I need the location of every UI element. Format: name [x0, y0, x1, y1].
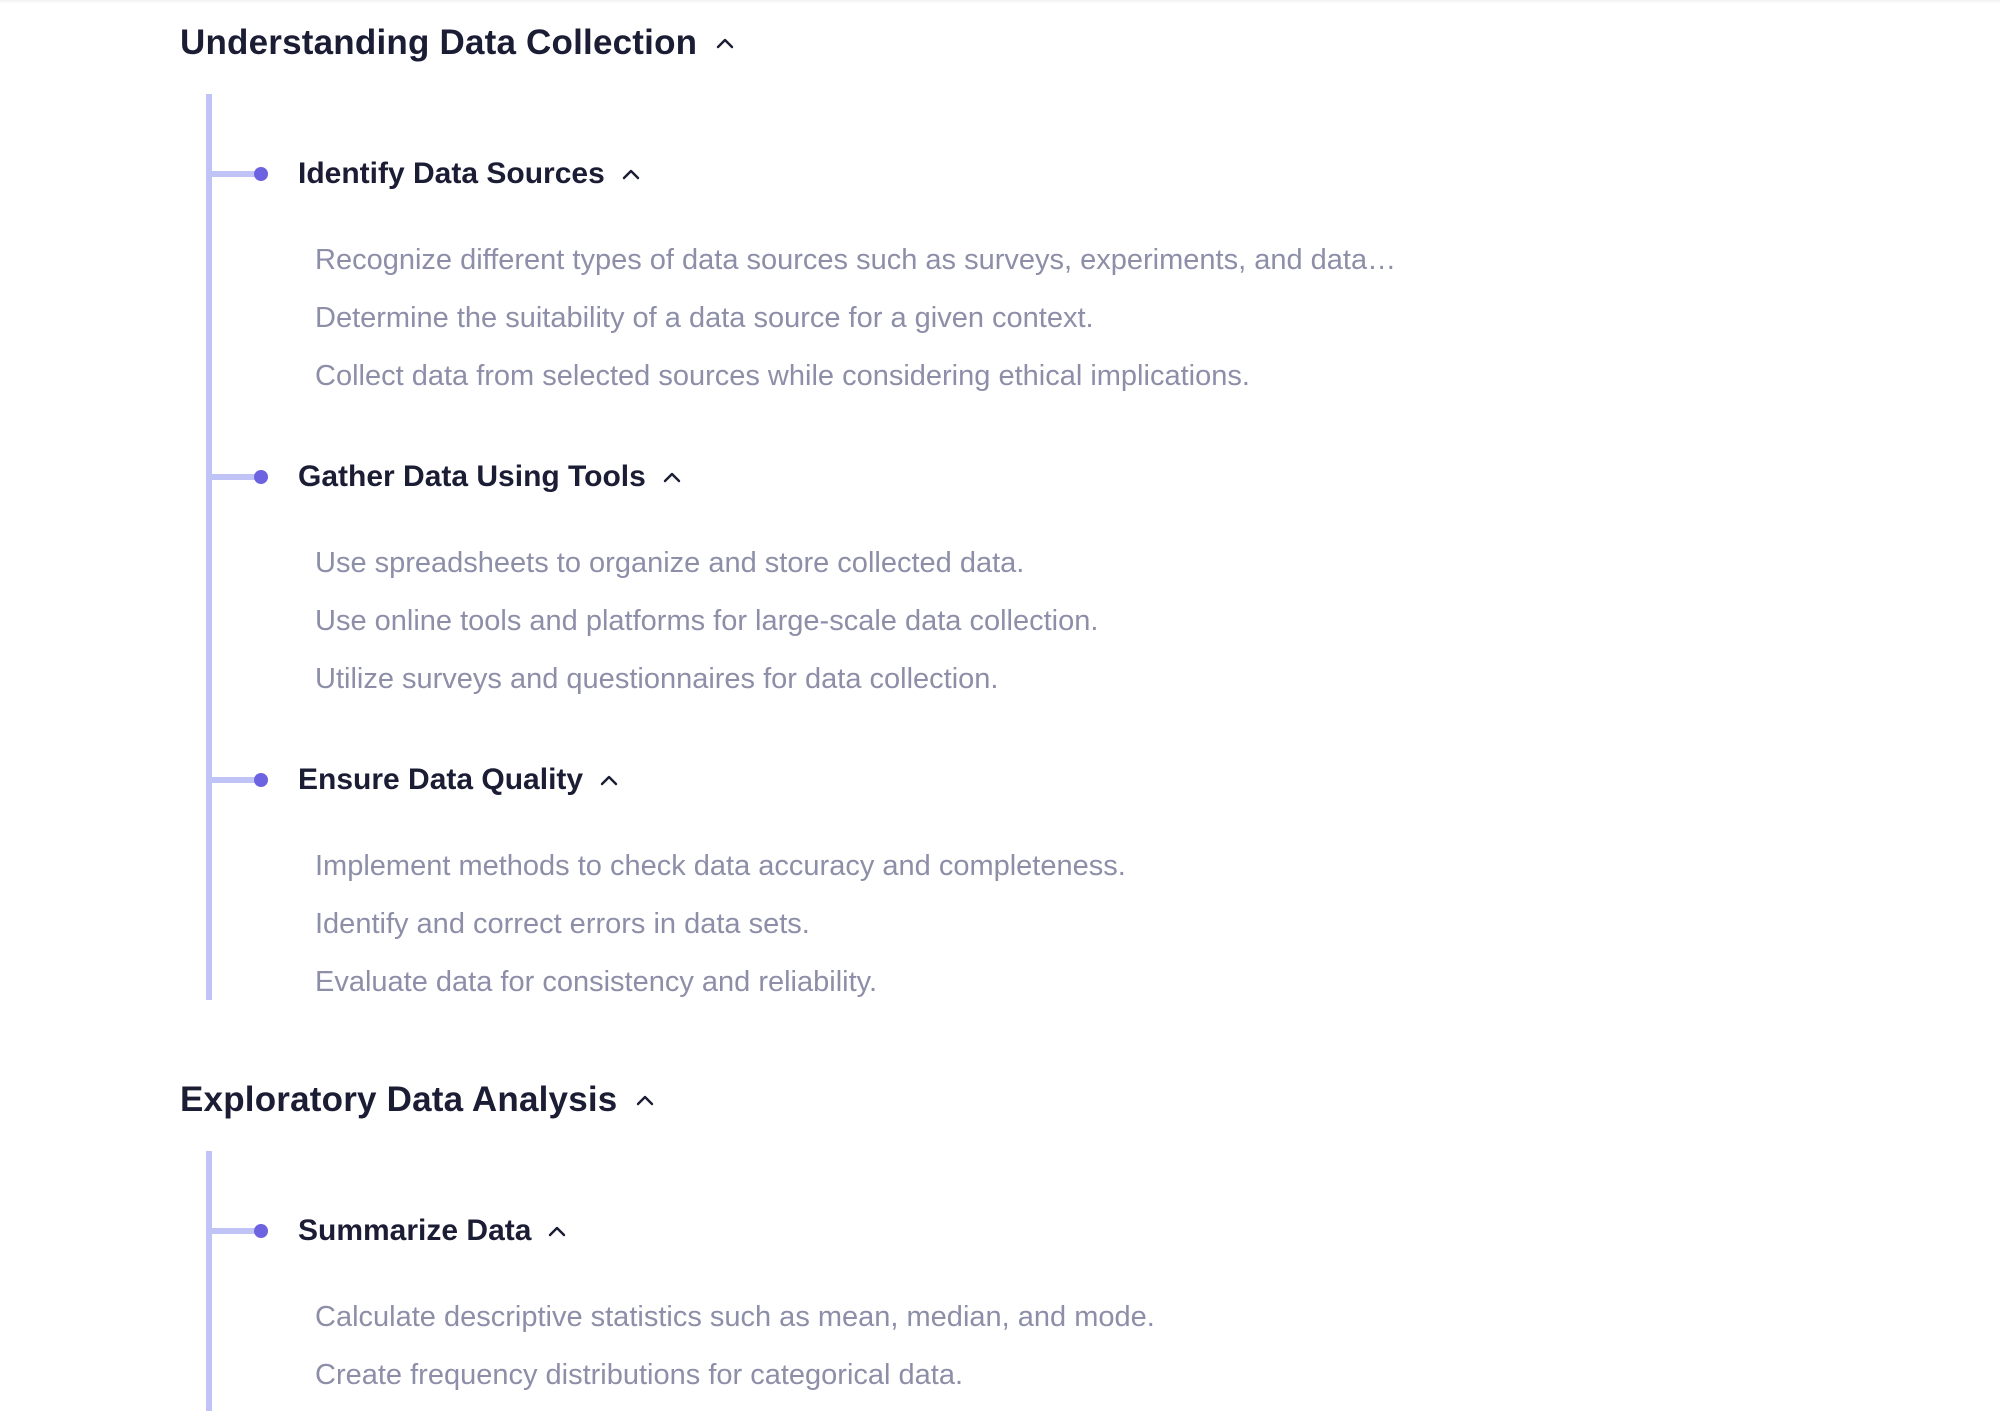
list-item: Collect data from selected sources while considering ethical implications. [315, 360, 1250, 392]
topic-title: Ensure Data Quality [298, 763, 584, 796]
section-title: Understanding Data Collection [180, 23, 698, 62]
topic-items [315, 547, 1098, 721]
section-exploratory-data-analysis [180, 1075, 1880, 1391]
list-item: Create frequency distributions for categorical data. [315, 1359, 964, 1391]
section-title: Exploratory Data Analysis [180, 1080, 618, 1119]
list-item: Use online tools and platforms for large-scale data collection. [315, 605, 1099, 637]
timeline-dot [254, 1224, 268, 1238]
timeline-dot [254, 470, 268, 484]
list-item: Utilize surveys and questionnaires for data collection. [315, 663, 999, 695]
topic-header[interactable] [212, 1209, 1812, 1253]
topic-header[interactable] [212, 455, 1812, 499]
chevron-up-icon[interactable] [715, 33, 735, 53]
topic-gather-data-using-tools [212, 455, 1812, 695]
chevron-up-icon[interactable] [621, 164, 641, 184]
list-item: Calculate descriptive statistics such as mean, median, and mode. [315, 1301, 1155, 1333]
chevron-up-icon[interactable] [662, 467, 682, 487]
chevron-up-icon[interactable] [635, 1090, 655, 1110]
topic-header[interactable] [212, 152, 1812, 196]
topic-title: Summarize Data [298, 1214, 532, 1247]
header-shadow [0, 0, 2000, 4]
topic-ensure-data-quality [212, 758, 1812, 998]
section-header[interactable] [180, 1075, 1880, 1125]
topic-items [315, 244, 1396, 418]
chevron-up-icon[interactable] [547, 1221, 567, 1241]
timeline-dot [254, 167, 268, 181]
topic-identify-data-sources [212, 152, 1812, 392]
topic-items [315, 1301, 1155, 1417]
list-item: Identify and correct errors in data sets. [315, 908, 810, 940]
topic-header[interactable] [212, 758, 1812, 802]
topic-title: Gather Data Using Tools [298, 460, 646, 493]
section-understanding-data-collection [180, 18, 1880, 998]
list-item: Use spreadsheets to organize and store collected data. [315, 547, 1025, 579]
section-header[interactable] [180, 18, 1880, 68]
timeline-line [206, 94, 212, 1000]
list-item: Determine the suitability of a data source for a given context. [315, 302, 1094, 334]
timeline-line [206, 1151, 212, 1411]
list-item: Implement methods to check data accuracy and completeness. [315, 850, 1126, 882]
timeline-dot [254, 773, 268, 787]
topic-title: Identify Data Sources [298, 157, 605, 190]
list-item: Recognize different types of data sources such as surveys, experiments, and data… [315, 244, 1397, 276]
list-item: Evaluate data for consistency and reliability. [315, 966, 878, 998]
topic-items [315, 850, 1126, 1024]
topic-summarize-data [212, 1209, 1812, 1391]
chevron-up-icon[interactable] [599, 770, 619, 790]
